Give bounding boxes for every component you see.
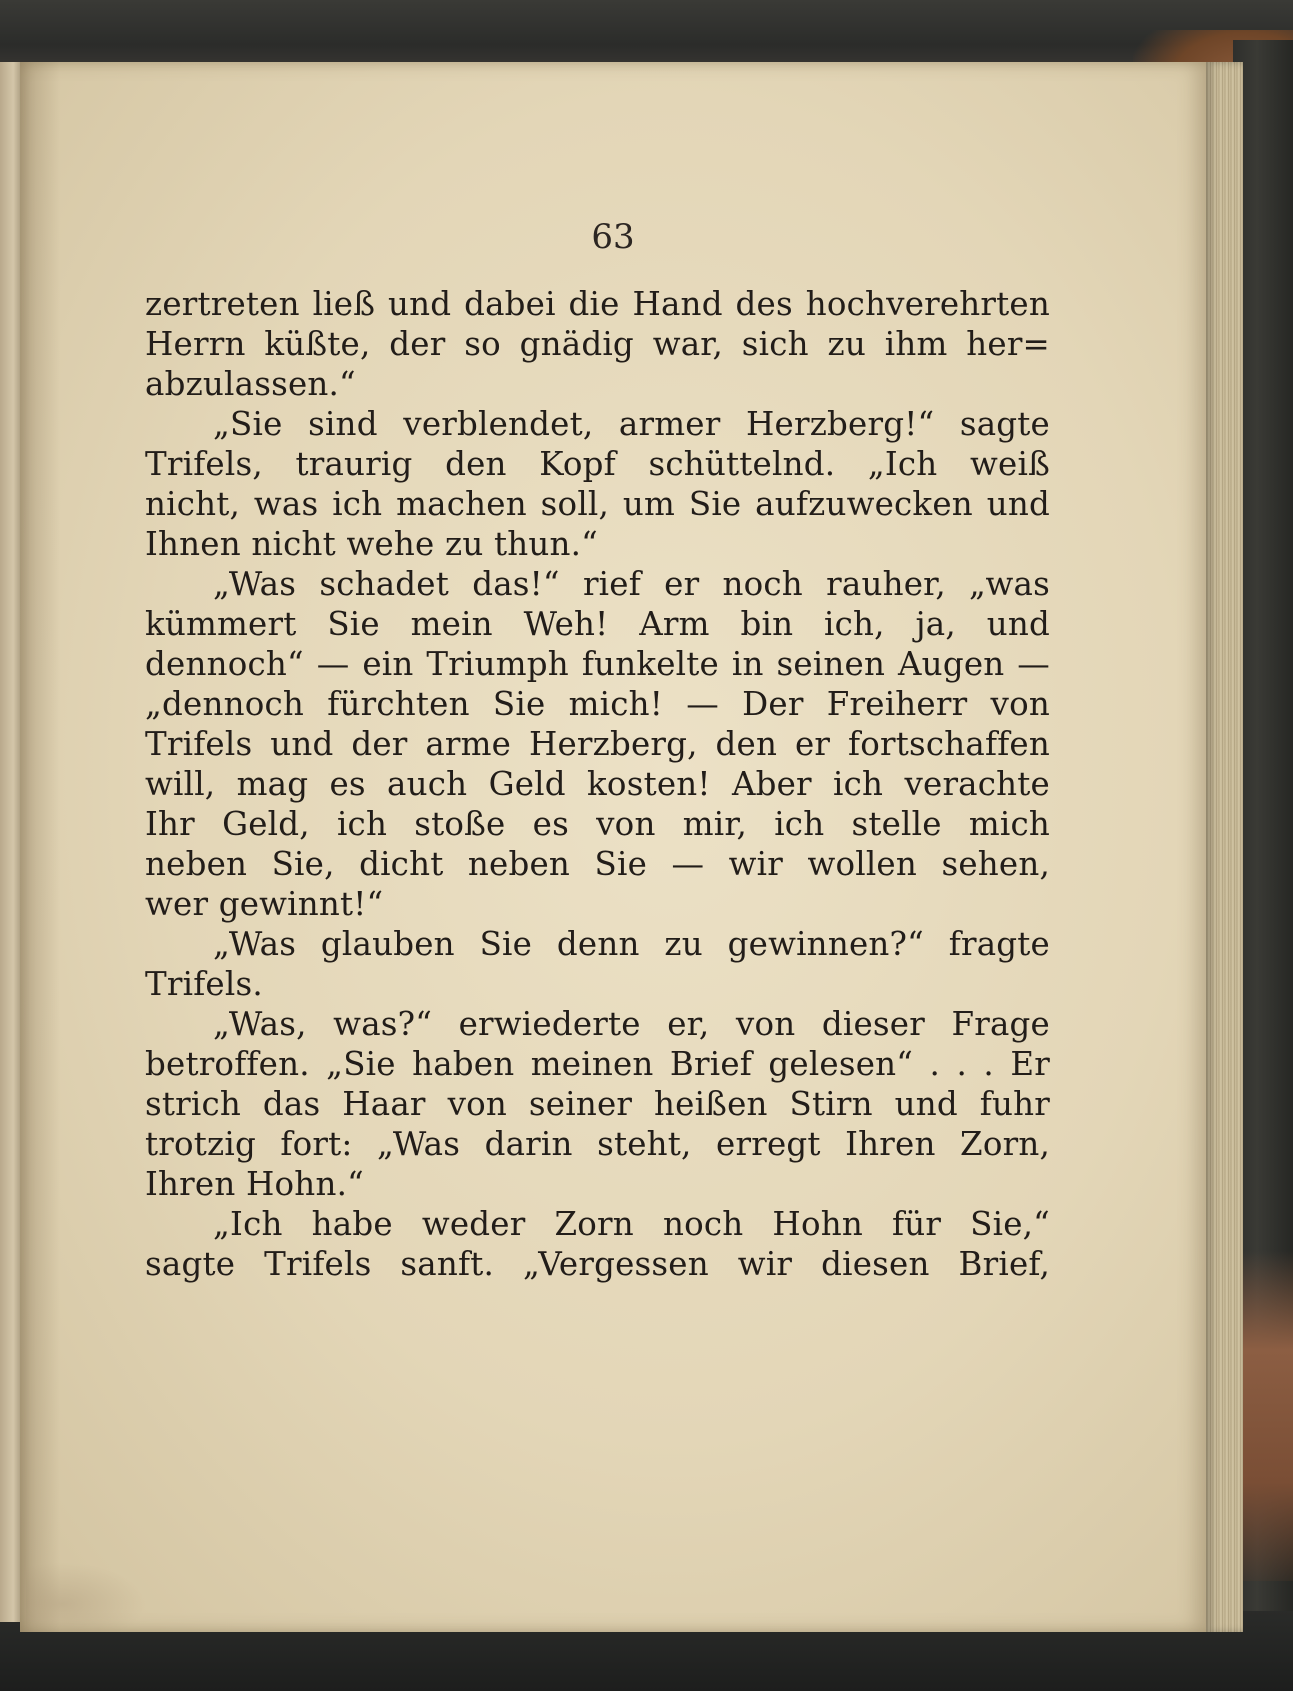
- facing-page-sliver: [0, 62, 22, 1622]
- text-line: „Was glauben Sie denn zu gewinnen?“ fragte: [213, 925, 1050, 963]
- text-line: nicht, was ich machen soll, um Sie aufzuwecken und: [145, 485, 1050, 523]
- text-line: zertreten ließ und dabei die Hand des hochverehrten: [145, 285, 1050, 323]
- body-text: [145, 284, 1050, 1284]
- text-line: „Ich habe weder Zorn noch Hohn für Sie,“: [213, 1205, 1050, 1243]
- text-line: „Was, was?“ erwiederte er, von dieser Frage: [213, 1005, 1050, 1043]
- text-line: will, mag es auch Geld kosten! Aber ich verachte: [145, 765, 1050, 803]
- text-line: „Sie sind verblendet, armer Herzberg!“ sagte: [213, 405, 1050, 443]
- text-line: strich das Haar von seiner heißen Stirn und fuhr: [145, 1085, 1050, 1123]
- text-line: kümmert Sie mein Weh! Arm bin ich, ja, und: [145, 605, 1050, 643]
- page-number: 63: [591, 217, 635, 257]
- text-line: „dennoch fürchten Sie mich! — Der Freiherr von: [145, 685, 1050, 723]
- text-line: Trifels.: [145, 965, 263, 1003]
- text-line: Trifels und der arme Herzberg, den er fortschaffen: [145, 725, 1050, 763]
- book-cover-top-edge: [0, 0, 1293, 64]
- text-line: Ihnen nicht wehe zu thun.“: [145, 525, 598, 563]
- text-line: trotzig fort: „Was darin steht, erregt Ihren Zorn,: [145, 1125, 1050, 1163]
- text-line: abzulassen.“: [145, 365, 356, 403]
- page-edge-stack: [1205, 62, 1243, 1632]
- book-page: [20, 62, 1206, 1632]
- text-line: neben Sie, dicht neben Sie — wir wollen sehen,: [145, 845, 1050, 883]
- text-line: wer gewinnt!“: [145, 885, 384, 923]
- text-line: „Was schadet das!“ rief er noch rauher, „was: [213, 565, 1050, 603]
- text-line: betroffen. „Sie haben meinen Brief gelesen“ . . . Er: [145, 1045, 1050, 1083]
- text-line: sagte Trifels sanft. „Vergessen wir diesen Brief,: [145, 1245, 1050, 1283]
- text-line: Ihren Hohn.“: [145, 1165, 364, 1203]
- text-line: Trifels, traurig den Kopf schüttelnd. „Ich weiß: [145, 445, 1050, 483]
- text-line: dennoch“ — ein Triumph funkelte in seinen Augen —: [145, 645, 1050, 683]
- text-line: Ihr Geld, ich stoße es von mir, ich stelle mich: [145, 805, 1050, 843]
- gutter-shadow: [20, 62, 60, 1632]
- text-line: Herrn küßte, der so gnädig war, sich zu ihm her=: [145, 325, 1050, 363]
- paper-stain: [26, 1562, 146, 1632]
